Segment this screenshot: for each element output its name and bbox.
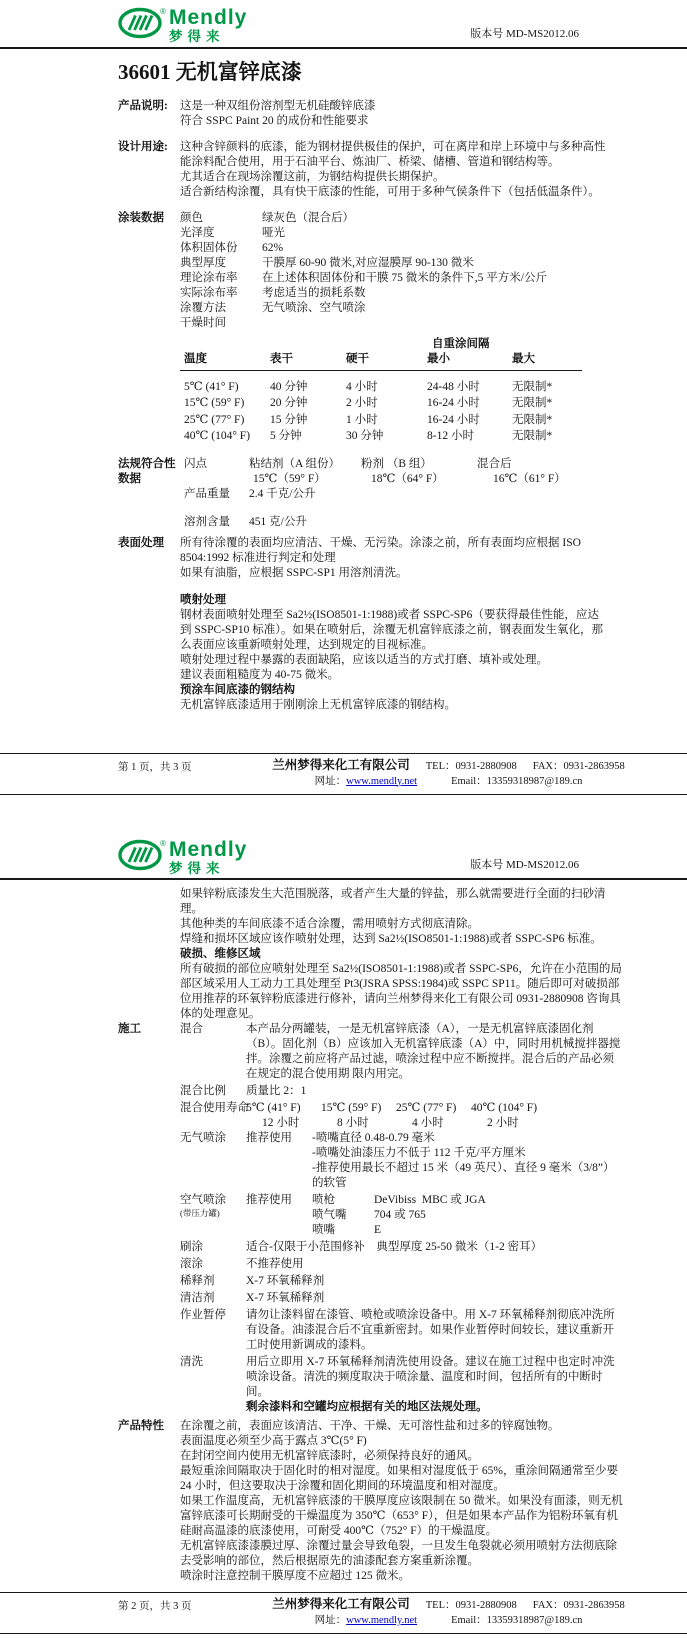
surface-para: 所有待涂覆的表面均应清洁、干燥、无污染。涂漆之前，所有表面均应根据 ISO 8504:1992 标准进行判定和处理 (180, 536, 581, 564)
brand-name-en: Mendly (169, 837, 248, 861)
airless-item: -喷嘴直径 0.48-0.79 毫米 (312, 1132, 435, 1144)
row-air-spray (0, 1193, 687, 1238)
cell-hard-dry: 4 小时 (346, 380, 378, 393)
cell-touch-dry: 40 分钟 (270, 380, 308, 393)
version-label: 版本号 MD-MS2012.06 (470, 859, 579, 871)
company-name: 兰州梦得来化工有限公司 (272, 757, 410, 772)
flash-value: 15℃（59° F） (253, 472, 326, 485)
coating-key: 典型厚度 (180, 256, 226, 269)
surface-para: 其他种类的车间底漆不适合涂覆，需用喷射方式彻底清除。 (180, 918, 479, 930)
website-link[interactable]: www.mendly.net (346, 1615, 418, 1626)
header-cell: 硬干 (346, 352, 369, 365)
feature-para: 如果工作温度高，无机富锌底漆的干膜厚度应该限制在 50 微米。如果没有面漆，则无机富锌底漆可长期耐受的干燥温度为 350℃（653° F），但是如果本产品作为铝粉环氧有机硅耐高温漆的底漆使用，可耐受 400℃（752° F）的干燥温度。 (180, 1495, 623, 1537)
page-title: 36601 无机富锌底漆 (118, 59, 302, 84)
section-label: 产品特性 (118, 1420, 164, 1432)
drying-table (180, 337, 582, 446)
coating-value: 62% (262, 241, 284, 254)
airless-key: 无气喷涂 (180, 1132, 226, 1144)
flash-point-values (184, 472, 607, 487)
coating-key: 干燥时间 (180, 316, 226, 329)
company-name: 兰州梦得来化工有限公司 (272, 1597, 410, 1611)
coating-data-row (180, 211, 607, 226)
brush-key: 刷涂 (180, 1241, 203, 1253)
page-number: 第 1 页，共 3 页 (118, 761, 192, 773)
weight-key: 产品重量 (184, 487, 230, 500)
mix-key: 混合 (180, 1023, 203, 1035)
cell-recoat-min: 16-24 小时 (427, 397, 480, 409)
pot-life-time: 2 小时 (487, 1117, 519, 1129)
row-work-pause (0, 1308, 687, 1353)
product-weight-row (184, 487, 607, 502)
pot-life-key: 混合使用寿命 (180, 1102, 249, 1114)
registered-mark: ® (160, 838, 166, 848)
coating-key: 体积固体份 (180, 241, 238, 254)
tel: TEL：0931-2880908 (425, 760, 517, 772)
website-link[interactable]: www.mendly.net (346, 775, 418, 787)
page2-footer (0, 1592, 687, 1634)
section-label: 涂装数据 (118, 211, 164, 224)
pause-value: 请勿让漆料留在漆管、喷枪或喷涂设备中。用 X-7 环氧稀释剂彻底冲洗所有设备。油漆混合后不宜重新密封。如果作业暂停时间较长，建议重新开工时使用新调成的漆料。 (246, 1309, 615, 1351)
coating-key: 理论涂布率 (180, 271, 238, 284)
header-cell: 表干 (270, 352, 293, 365)
air-spray-row (312, 1208, 607, 1223)
feature-para: 无机富锌底漆漆膜过厚、涂覆过量会导致龟裂，一旦发生龟裂就必须用喷射方法彻底除去受影响的部位，然后根据原先的油漆配套方案重新涂覆。 (180, 1540, 617, 1567)
row-cleaner (0, 1291, 687, 1306)
use-line: 尤其适合在现场涂覆这前，为钢结构提供长期保护。 (180, 170, 445, 183)
flash-value: 18℃（64° F） (371, 472, 444, 485)
header-cell: 最大 (512, 352, 535, 365)
cleaner-key: 清洁剂 (180, 1292, 215, 1304)
cell-recoat-max: 无限制* (512, 397, 553, 409)
coating-key: 涂覆方法 (180, 301, 226, 314)
feature-para: 表面温度必须至少高于露点 3℃(5° F) (180, 1435, 367, 1447)
mendly-logo-icon (118, 7, 164, 39)
flash-col: 粘结剂（A 组份） (249, 457, 341, 470)
feature-para: 在封闭空间内使用无机富锌底漆时，必须保持良好的通风。 (180, 1450, 479, 1462)
blast-para: 喷射处理过程中暴露的表面缺陷，应该以适当的方式打磨、填补或处理。 (180, 653, 548, 666)
recommended-label: 推荐使用 (246, 1132, 292, 1144)
section-product-features (0, 1419, 687, 1584)
cell-temperature: 15℃ (59° F) (184, 397, 245, 409)
flash-point-key: 闪点 (184, 457, 207, 470)
surface-para: 如果锌粉底漆发生大范围脱落，或者产生大量的锌盐，那么就需要进行全面的扫砂清理。 (180, 888, 606, 915)
email: Email：13359318987@189.cn (451, 775, 583, 787)
cleaning-key: 清洗 (180, 1356, 203, 1368)
thinner-key: 稀释剂 (180, 1275, 215, 1287)
table-row (180, 413, 582, 430)
fax: FAX：0931-2863958 (532, 760, 625, 772)
coating-value: 干膜厚 60-90 微米,对应湿膜厚 90-130 微米 (262, 256, 474, 269)
pot-life-time: 4 小时 (412, 1117, 444, 1129)
section-regulatory-data (0, 457, 687, 530)
cleaner-value: X-7 环氧稀释剂 (246, 1292, 325, 1304)
web-label: 网址： (314, 1615, 347, 1626)
air-value: 704 或 765 (374, 1209, 426, 1221)
air-value: E (374, 1224, 382, 1236)
header-rule (0, 47, 687, 49)
section-coating-data (0, 211, 687, 331)
section-label: 产品说明: (118, 99, 168, 112)
mendly-logo (118, 7, 247, 44)
page-1 (0, 0, 687, 815)
flash-col: 粉剂 （B 组） (361, 457, 432, 470)
mendly-logo-icon (118, 839, 164, 871)
tel: TEL：0931-2880908 (425, 1600, 517, 1611)
table-row (180, 380, 582, 397)
page-number: 第 2 页，共 3 页 (118, 1601, 192, 1612)
cell-recoat-max: 无限制* (512, 413, 553, 426)
surface-para: 焊缝和损坏区域应该作喷射处理，达到 Sa2½(ISO8501-1:1988)或者 SSPC-SP6 标准。 (180, 933, 602, 945)
blast-para: 建议表面粗糙度为 40-75 微米。 (180, 668, 340, 681)
pot-life-times (246, 1116, 607, 1131)
pot-life-temp: 40℃ (104° F) (471, 1102, 538, 1114)
air-value: DeVibiss MBC 或 JGA (374, 1194, 486, 1206)
shop-primer-header: 预涂车间底漆的钢结构 (180, 683, 295, 696)
mix-value: 本产品分两罐装，一是无机富锌底漆（A），一是无机富锌底漆固化剂（B）。固化剂（B）应该加入无机富锌底漆（A）中，同时用机械搅拌器搅拌。涂覆之前应将产品过滤，喷涂过程中应不断搅拌。混合后的产品必须在规定的混合使用期 限内用完。 (246, 1023, 621, 1080)
cell-hard-dry: 1 小时 (346, 413, 378, 426)
web-label: 网址： (314, 775, 347, 787)
section-label: 法规符合性数据 (118, 457, 176, 485)
solvent-value: 451 克/公升 (249, 515, 307, 528)
section-application-mix (0, 1022, 687, 1082)
row-airless-spray (0, 1131, 687, 1191)
email: Email：13359318987@189.cn (451, 1615, 583, 1626)
section-surface-prep (0, 536, 687, 713)
cell-recoat-min: 16-24 小时 (427, 413, 480, 426)
section-intended-use (0, 140, 687, 200)
damage-repair-header: 破损、维修区域 (180, 948, 261, 960)
cell-touch-dry: 5 分钟 (270, 430, 302, 442)
coating-value: 无气喷涂、空气喷涂 (262, 301, 366, 314)
airless-item: -推荐使用最长不超过 15 米（49 英尺）、直径 9 毫米（3/8”）的软管 (312, 1162, 615, 1189)
air-spray-row (312, 1193, 607, 1208)
shop-primer-para: 无机富锌底漆适用于刚刚涂上无机富锌底漆的钢结构。 (180, 698, 456, 711)
section-label: 施工 (118, 1023, 141, 1035)
ratio-value: 质量比 2：1 (246, 1085, 307, 1097)
row-cleaning (0, 1355, 687, 1415)
fax: FAX：0931-2863958 (532, 1600, 625, 1611)
solvent-key: 溶剂含量 (184, 515, 230, 528)
feature-para: 在涂覆之前，表面应该清洁、干净、干燥、无可溶性盐和过多的锌腐蚀物。 (180, 1420, 560, 1432)
coating-data-row (180, 241, 607, 256)
pot-life-time: 8 小时 (337, 1117, 369, 1129)
pause-key: 作业暂停 (180, 1309, 226, 1321)
coating-data-row (180, 301, 607, 316)
pot-life-time: 12 小时 (262, 1117, 300, 1129)
flash-point-row (184, 457, 607, 472)
surface-para: 如果有油脂，应根据 SSPC-SP1 用溶剂清洗。 (180, 566, 408, 579)
row-pot-life (0, 1101, 687, 1131)
section-label: 表面处理 (118, 536, 164, 549)
coating-data-row (180, 286, 607, 301)
page1-header (0, 0, 687, 47)
feature-para: 最短重涂间隔取决于固化时的相对湿度。如果相对湿度低于 65%，重涂间隔通常至少要 24 小时，但这要取决于涂覆和固化期间的环境温度和相对湿度。 (180, 1465, 618, 1492)
page2-header (0, 815, 687, 879)
flash-col: 混合后 (477, 457, 512, 470)
coating-value: 哑光 (262, 226, 285, 239)
cell-recoat-max: 无限制* (512, 380, 553, 393)
brush-value: 适合-仅限于小范围修补 典型厚度 25-50 微米（1-2 密耳） (246, 1241, 543, 1253)
blast-para: 钢材表面喷射处理至 Sa2½(ISO8501-1:1988)或者 SSPC-SP6（要获得最佳性能，应达到 SSPC-SP10 标准）。如果在喷射后，涂覆无机富锌底漆之前，钢表面发生氧化，那么表面应该重新喷射处理，达到规定的目视标准。 (180, 608, 603, 651)
cell-recoat-min: 24-48 小时 (427, 380, 480, 393)
weight-value: 2.4 千克/公升 (249, 487, 316, 500)
thinner-value: X-7 环氧稀释剂 (246, 1275, 325, 1287)
coating-value: 考虑适当的损耗系数 (262, 286, 366, 299)
use-line: 适合新结构涂覆，具有快干底漆的性能，可用于多种气侯条件下（包括低温条件）。 (180, 185, 600, 198)
description-line: 这是一种双组份溶剂型无机硅酸锌底漆 (180, 99, 376, 112)
air-key: 喷气嘴 (312, 1209, 347, 1221)
blast-header: 喷射处理 (180, 593, 226, 606)
cell-temperature: 25℃ (77° F) (184, 413, 245, 426)
damage-repair-para: 所有破损的部位应喷射处理至 Sa2½(ISO8501-1:1988)或者 SSPC-SP6，允许在小范围的局部区域采用人工动力工具处理至 Pt3(JSRA SPSS:1984)或 SSPC SP11。随后即可对破损部位用推荐的环氧锌粉底漆进行修补，请向兰州梦得来化工有限公司 0931-2880908 咨询具体的处理意见。 (180, 963, 622, 1020)
roller-key: 滚涂 (180, 1258, 203, 1270)
header-cell: 最小 (427, 352, 450, 365)
cell-recoat-max: 无限制* (512, 430, 553, 442)
air-spray-row (312, 1223, 607, 1238)
use-line: 这种含锌颜料的底漆，能为钢材提供极佳的保护，可在离岸和岸上环境中与多种高性能涂料配合使用，用于石油平台、炼油厂、桥梁、储槽、管道和钢结构等。 (180, 140, 606, 168)
coating-data-row (180, 256, 607, 271)
pressure-pot-note: (带压力罐) (180, 1208, 220, 1218)
coating-data-row (180, 316, 607, 331)
coating-data-row (180, 271, 607, 286)
row-mix-ratio (0, 1084, 687, 1099)
brand-name-en: Mendly (169, 6, 248, 29)
section-surface-prep-cont (0, 887, 687, 1022)
brand-name-cn: 梦得来 (169, 29, 225, 44)
cleaning-value: 用后立即用 X-7 环氧稀释剂清洗使用设备。建议在施工过程中也定时冲洗喷涂设备。清洗的频度取决于喷涂量、温度和时间，包括所有的中断时间。 (246, 1356, 615, 1398)
drying-table-header (180, 352, 582, 371)
section-product-description (0, 99, 687, 129)
recommended-label: 推荐使用 (246, 1194, 292, 1206)
version-label: 版本号 MD-MS2012.06 (470, 27, 579, 40)
recoat-interval-header: 自重涂间隔 (432, 337, 490, 350)
coating-value: 绿灰色（混合后） (262, 211, 354, 224)
coating-value: 在上述体积固体份和干膜 75 微米的条件下,5 平方米/公斤 (262, 271, 547, 284)
air-key: 喷枪 (312, 1194, 335, 1206)
coating-key: 实际涂布率 (180, 286, 238, 299)
page1-footer (0, 753, 687, 795)
cell-temperature: 40℃ (104° F) (184, 430, 251, 442)
air-spray-key: 空气喷涂 (180, 1194, 226, 1206)
row-brush (0, 1240, 687, 1255)
row-thinner (0, 1274, 687, 1289)
coating-data-row (180, 226, 607, 241)
brand-name-cn: 梦得来 (169, 860, 225, 876)
coating-value (262, 316, 607, 331)
air-key: 喷嘴 (312, 1224, 335, 1236)
feature-para: 喷涂时注意控制干膜厚度不应超过 125 微米。 (180, 1570, 410, 1582)
cell-recoat-min: 8-12 小时 (427, 430, 474, 442)
airless-item: -喷嘴处油漆压力不低于 112 千克/平方厘米 (312, 1147, 526, 1159)
header-cell: 温度 (184, 352, 207, 365)
solvent-content-row (184, 515, 607, 530)
ratio-key: 混合比例 (180, 1085, 226, 1097)
header-rule (0, 878, 687, 880)
cell-touch-dry: 15 分钟 (270, 413, 308, 426)
pot-life-temp: 15℃ (59° F) (321, 1102, 382, 1114)
pot-life-temp: 25℃ (77° F) (396, 1102, 457, 1114)
coating-key: 光泽度 (180, 226, 215, 239)
registered-mark: ® (160, 7, 166, 16)
cell-hard-dry: 2 小时 (346, 397, 378, 409)
mendly-logo (118, 839, 247, 876)
section-label: 设计用途: (118, 140, 168, 153)
coating-key: 颜色 (180, 211, 203, 224)
cell-touch-dry: 20 分钟 (270, 397, 308, 409)
disposal-note: 剩余漆料和空罐均应根据有关的地区法规处理。 (246, 1401, 488, 1413)
cell-hard-dry: 30 分钟 (346, 430, 384, 442)
roller-value: 不推荐使用 (246, 1258, 304, 1270)
cell-temperature: 5℃ (41° F) (184, 380, 239, 393)
row-roller (0, 1257, 687, 1272)
page-2 (0, 815, 687, 1635)
pot-life-temp: 5℃ (41° F) (246, 1102, 301, 1114)
table-row (180, 396, 582, 413)
description-line: 符合 SSPC Paint 20 的成份和性能要求 (180, 114, 369, 127)
section-drying-table (0, 335, 687, 446)
table-row (180, 429, 582, 446)
pot-life-temps (246, 1101, 607, 1116)
flash-value: 16℃（61° F） (493, 472, 566, 485)
